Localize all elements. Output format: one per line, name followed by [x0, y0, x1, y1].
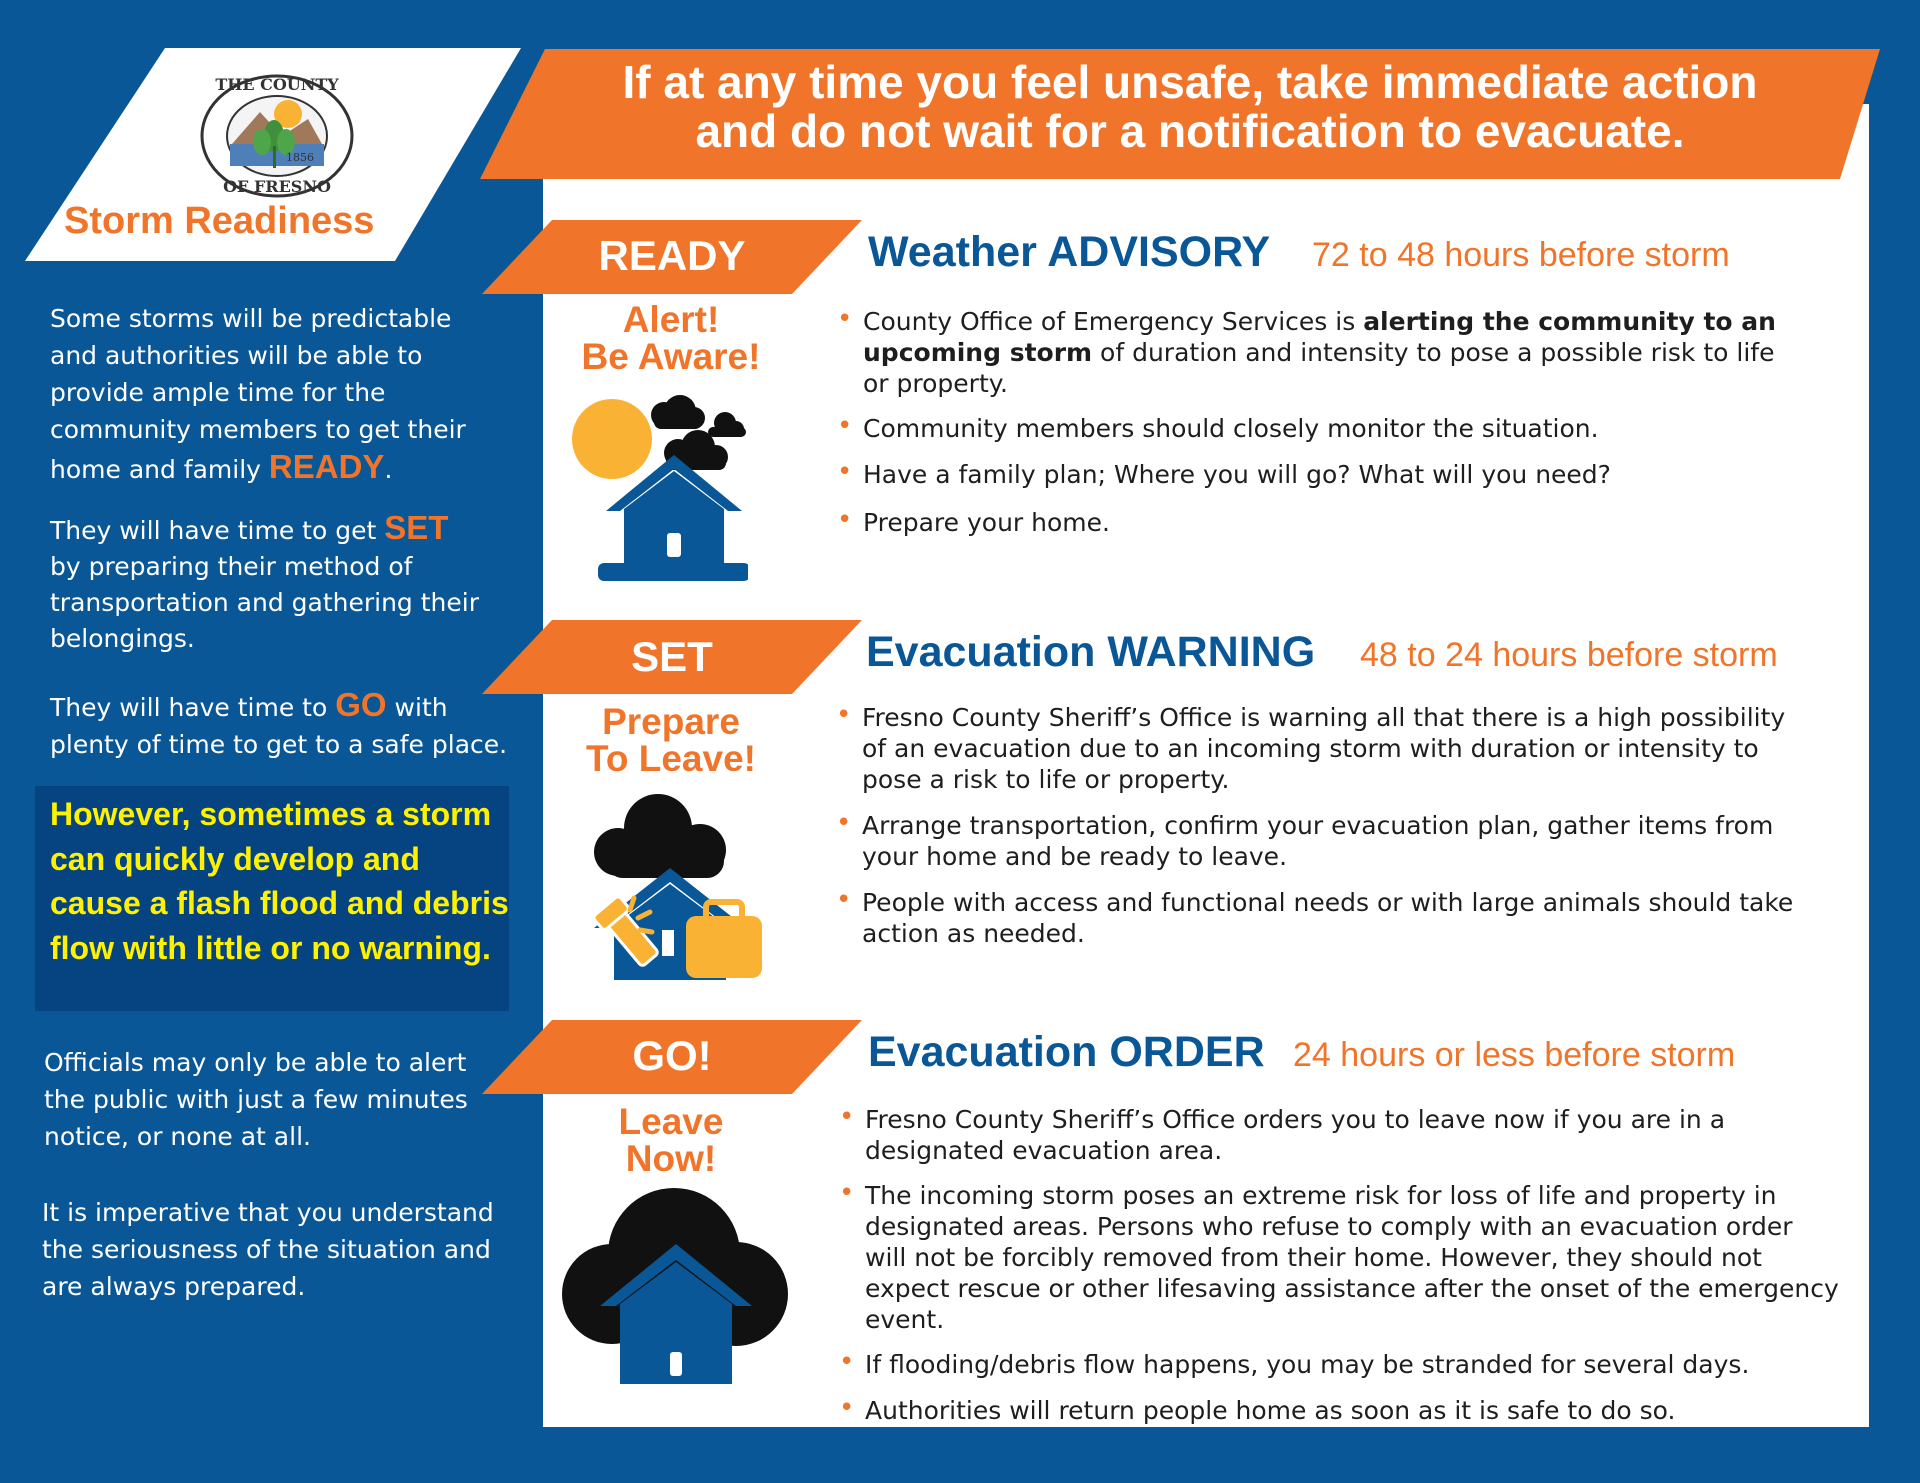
- storm-cloud-house-icon: [560, 1186, 790, 1386]
- list-item: • Fresno County Sheriff’s Office orders you to leave now if you are in a designated evacuation area.: [839, 1104, 1839, 1166]
- sidebar-paragraph-2: They will have time to get SET by preparing their method of transportation and gathering their belongings.: [50, 509, 480, 653]
- go-bullet-list: [839, 1104, 1839, 1440]
- list-item: • Prepare your home.: [837, 507, 1777, 538]
- list-item: • Have a family plan; Where you will go? What will you need?: [837, 459, 1777, 490]
- cloud-house-flashlight-suitcase-icon: [578, 790, 768, 990]
- sidebar-paragraph-1: Some storms will be predictable and authorities will be able to provide ample time for the community members to get their home and family READY.: [50, 304, 466, 485]
- ready-bullet-list: [837, 306, 1777, 552]
- list-item: • People with access and functional needs or with large animals should take action as needed.: [836, 887, 1816, 949]
- ready-keyword: READY: [268, 448, 385, 485]
- list-item: • If flooding/debris flow happens, you may be stranded for several days.: [839, 1349, 1839, 1380]
- tab-ready-label: READY: [598, 232, 746, 279]
- set-subtitle: Prepare To Leave!: [586, 701, 756, 779]
- list-item: • Community members should closely monitor the situation.: [837, 413, 1777, 444]
- county-seal-icon: [200, 74, 355, 199]
- set-keyword: SET: [384, 509, 449, 546]
- svg-text:OF FRESNO: OF FRESNO: [223, 177, 331, 196]
- list-item: • Authorities will return people home as soon as it is safe to do so.: [839, 1395, 1839, 1426]
- ready-section-time: 72 to 48 hours before storm: [1312, 236, 1730, 274]
- sidebar-paragraph-4: Officials may only be able to alert the public with just a few minutes notice, or none at all.: [44, 1048, 468, 1151]
- banner-line-2: and do not wait for a notification to evacuate.: [695, 105, 1685, 157]
- warning-text: However, sometimes a storm can quickly develop and cause a flash flood and debris flow with little or no warning.: [50, 796, 509, 966]
- sidebar-paragraph-5: It is imperative that you understand the seriousness of the situation and are always prepared.: [42, 1198, 494, 1301]
- banner-line-1: If at any time you feel unsafe, take immediate action: [622, 56, 1758, 108]
- set-section-title: Evacuation WARNING: [866, 628, 1316, 676]
- list-item: • Fresno County Sheriff’s Office is warning all that there is a high possibility of an evacuation due to an incoming storm with duration or intensity to pose a risk to life or property.: [836, 702, 1816, 795]
- go-keyword: GO: [335, 686, 387, 723]
- sidebar-paragraph-3: They will have time to GO with plenty of time to get to a safe place.: [50, 686, 508, 759]
- list-item: • Arrange transportation, confirm your evacuation plan, gather items from your home and be ready to leave.: [836, 810, 1816, 872]
- go-section-title: Evacuation ORDER: [868, 1028, 1265, 1076]
- go-subtitle: Leave Now!: [618, 1101, 724, 1179]
- list-item: • County Office of Emergency Services is alerting the community to an upcoming storm of duration and intensity to pose a possible risk to life or property.: [837, 306, 1777, 399]
- svg-text:1856: 1856: [286, 151, 314, 164]
- svg-text:THE COUNTY: THE COUNTY: [215, 75, 339, 94]
- sun-cloud-house-icon: [568, 393, 748, 593]
- banner-text: [520, 58, 1860, 156]
- set-section-time: 48 to 24 hours before storm: [1360, 636, 1778, 674]
- tab-go-label: GO!: [632, 1032, 712, 1079]
- ready-section-title: Weather ADVISORY: [868, 228, 1271, 276]
- tab-set-label: SET: [631, 633, 713, 680]
- storm-readiness-title: Storm Readiness: [64, 200, 375, 242]
- go-section-time: 24 hours or less before storm: [1293, 1036, 1736, 1074]
- list-item: • The incoming storm poses an extreme risk for loss of life and property in designated areas. Persons who refuse to comply with an evacuation order will not be forcibly removed from their home. However, they should not expect rescue or other lifesaving assistance after the onset of the emergency event.: [839, 1180, 1839, 1335]
- set-bullet-list: [836, 702, 1816, 963]
- ready-subtitle: Alert! Be Aware!: [581, 299, 761, 377]
